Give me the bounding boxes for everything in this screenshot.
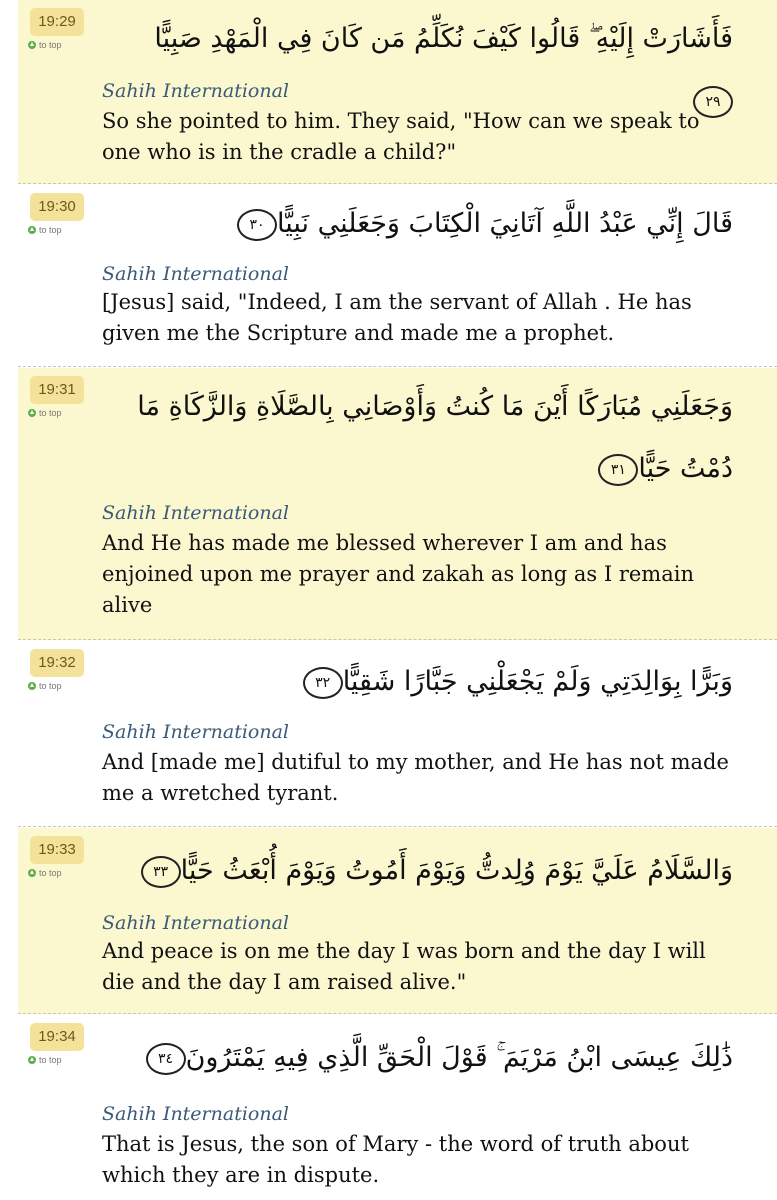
verse-reference[interactable]: 19:30	[30, 193, 84, 221]
to-top-link[interactable]	[28, 40, 62, 50]
ayah-number-marker: ٢٩	[693, 86, 733, 118]
arabic-verse-text: وَالسَّلَامُ عَلَيَّ يَوْمَ وُلِدتُّ وَيَوْمَ أَمُوتُ وَيَوْمَ أُبْعَثُ حَيًّا	[180, 855, 733, 886]
arabic-verse-text: وَجَعَلَنِي مُبَارَكًا أَيْنَ مَا كُنتُ وَأَوْصَانِي بِالصَّلَاةِ وَالزَّكَاةِ مَا دُمْتُ حَيًّا	[137, 391, 733, 484]
arabic-text	[118, 1027, 733, 1089]
verse-reference[interactable]: 19:32	[30, 649, 84, 677]
to-top-link[interactable]	[28, 868, 62, 878]
arabic-text	[118, 651, 733, 713]
ayah-number-marker: ٣١	[598, 454, 638, 486]
translator-label: Sahih International	[102, 721, 289, 743]
verse-reference[interactable]: 19:31	[30, 376, 84, 404]
to-top-label: to top	[39, 1055, 62, 1065]
to-top-link[interactable]	[28, 225, 62, 235]
arabic-text	[118, 193, 733, 255]
arrow-up-icon	[28, 226, 36, 234]
verse-row	[18, 368, 777, 640]
translation-text: [Jesus] said, "Indeed, I am the servant of Allah . He has given me the Scripture and made me a prophet.	[102, 290, 692, 345]
to-top-label: to top	[39, 408, 62, 418]
arabic-verse-text: فَأَشَارَتْ إِلَيْهِ ۖ قَالُوا كَيْفَ نُكَلِّمُ مَن كَانَ فِي الْمَهْدِ صَبِيًّا	[154, 23, 733, 54]
translation-text: So she pointed to him. They said, "How can we speak to one who is in the cradle a child?"	[102, 109, 700, 164]
verse-row	[18, 828, 777, 1014]
verse-reference[interactable]: 19:29	[30, 8, 84, 36]
ayah-number-marker: ٣٠	[237, 209, 277, 241]
translator-label: Sahih International	[102, 80, 289, 102]
to-top-link[interactable]	[28, 1055, 62, 1065]
to-top-label: to top	[39, 225, 62, 235]
translator-label: Sahih International	[102, 912, 289, 934]
verse-reference[interactable]: 19:34	[30, 1023, 84, 1051]
translation-text: And peace is on me the day I was born and the day I will die and the day I am raised alive."	[102, 939, 706, 994]
translator-label: Sahih International	[102, 263, 289, 285]
ayah-number-marker: ٣٢	[303, 667, 343, 699]
arabic-text	[118, 376, 733, 500]
arrow-up-icon	[28, 682, 36, 690]
to-top-link[interactable]	[28, 681, 62, 691]
verse-row	[18, 1015, 777, 1200]
to-top-link[interactable]	[28, 408, 62, 418]
verse-reference[interactable]: 19:33	[30, 836, 84, 864]
to-top-label: to top	[39, 868, 62, 878]
translation-text: And [made me] dutiful to my mother, and He has not made me a wretched tyrant.	[102, 750, 729, 805]
arrow-up-icon	[28, 1056, 36, 1064]
to-top-label: to top	[39, 681, 62, 691]
ayah-number-marker: ٣٤	[146, 1043, 186, 1075]
arabic-verse-text: ذَٰلِكَ عِيسَى ابْنُ مَرْيَمَ ۚ قَوْلَ الْحَقِّ الَّذِي فِيهِ يَمْتَرُونَ	[185, 1042, 733, 1073]
arrow-up-icon	[28, 869, 36, 877]
verse-row	[18, 641, 777, 827]
translation-text: That is Jesus, the son of Mary - the word of truth about which they are in dispute.	[102, 1132, 689, 1187]
arabic-verse-text: قَالَ إِنِّي عَبْدُ اللَّهِ آتَانِيَ الْكِتَابَ وَجَعَلَنِي نَبِيًّا	[277, 208, 733, 239]
translation-text: And He has made me blessed wherever I am and has enjoined upon me prayer and zakah as long as I remain alive	[102, 531, 694, 617]
verse-row	[18, 185, 777, 367]
arrow-up-icon	[28, 409, 36, 417]
verse-row	[18, 0, 777, 184]
arrow-up-icon	[28, 41, 36, 49]
ayah-number-marker: ٣٣	[141, 856, 181, 888]
translator-label: Sahih International	[102, 502, 289, 524]
translator-label: Sahih International	[102, 1103, 289, 1125]
to-top-label: to top	[39, 40, 62, 50]
arabic-text	[118, 840, 733, 902]
arabic-verse-text: وَبَرًّا بِوَالِدَتِي وَلَمْ يَجْعَلْنِي جَبَّارًا شَقِيًّا	[342, 666, 733, 697]
